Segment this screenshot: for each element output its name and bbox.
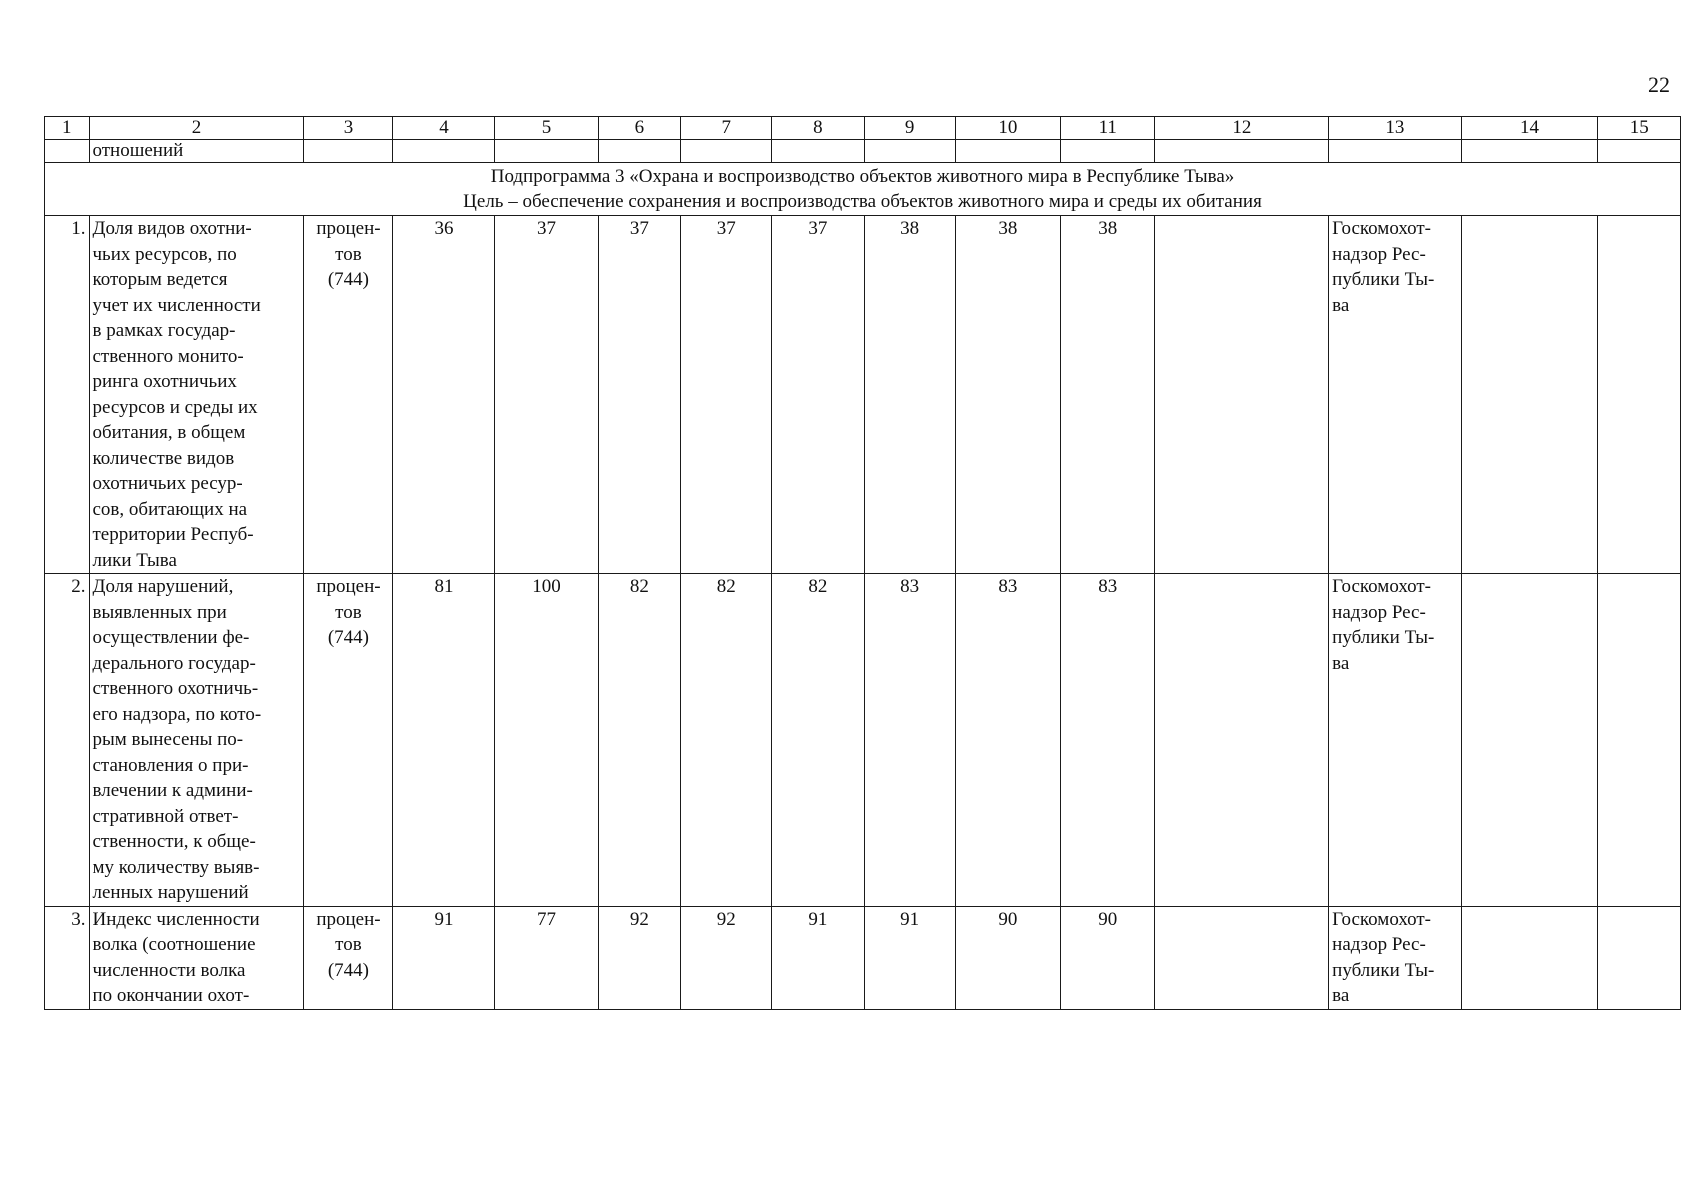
row-index: 1. — [45, 216, 90, 574]
column-number: 9 — [864, 117, 955, 140]
col15-cell — [1598, 574, 1681, 907]
value-cell: 90 — [1061, 906, 1155, 1009]
subprogram-goal: Цель – обеспечение сохранения и воспроизводства объектов животного мира и среды их обитания — [463, 191, 1262, 212]
value-cell: 37 — [495, 216, 598, 574]
responsible-cell: Госкомохот- надзор Рес- публики Ты- ва — [1329, 906, 1461, 1009]
value-cell: 92 — [598, 906, 681, 1009]
value-cell: 82 — [772, 574, 864, 907]
continued-row — [45, 140, 1681, 163]
column-number: 15 — [1598, 117, 1681, 140]
value-cell: 36 — [393, 216, 495, 574]
value-cell: 82 — [681, 574, 772, 907]
column-number: 4 — [393, 117, 495, 140]
column-number: 13 — [1329, 117, 1461, 140]
column-number: 12 — [1155, 117, 1329, 140]
value-cell: 37 — [681, 216, 772, 574]
column-number: 8 — [772, 117, 864, 140]
value-cell: 90 — [955, 906, 1060, 1009]
column-number-row — [45, 117, 1681, 140]
value-cell: 91 — [772, 906, 864, 1009]
col15-cell — [1598, 216, 1681, 574]
col14-cell — [1461, 906, 1598, 1009]
unit-cell: процен- тов (744) — [304, 574, 393, 907]
continued-text: отношений — [89, 140, 304, 163]
subprogram-title: Подпрограмма 3 «Охрана и воспроизводство объектов животного мира в Республике Тыва» — [490, 166, 1235, 187]
column-number: 3 — [304, 117, 393, 140]
unit-cell: процен- тов (744) — [304, 216, 393, 574]
value-cell: 92 — [681, 906, 772, 1009]
col12-cell — [1155, 906, 1329, 1009]
row-index: 3. — [45, 906, 90, 1009]
value-cell: 38 — [955, 216, 1060, 574]
unit-cell: процен- тов (744) — [304, 906, 393, 1009]
column-number: 6 — [598, 117, 681, 140]
column-number: 5 — [495, 117, 598, 140]
value-cell: 77 — [495, 906, 598, 1009]
value-cell: 81 — [393, 574, 495, 907]
column-number: 2 — [89, 117, 304, 140]
col12-cell — [1155, 216, 1329, 574]
value-cell: 83 — [864, 574, 955, 907]
value-cell: 91 — [864, 906, 955, 1009]
value-cell: 91 — [393, 906, 495, 1009]
value-cell: 37 — [772, 216, 864, 574]
row-index: 2. — [45, 574, 90, 907]
col15-cell — [1598, 906, 1681, 1009]
value-cell: 38 — [1061, 216, 1155, 574]
value-cell: 83 — [1061, 574, 1155, 907]
col14-cell — [1461, 574, 1598, 907]
subprogram-header — [45, 163, 1681, 216]
column-number: 1 — [45, 117, 90, 140]
value-cell: 83 — [955, 574, 1060, 907]
column-number: 14 — [1461, 117, 1598, 140]
column-number: 10 — [955, 117, 1060, 140]
indicator-name: Индекс численности волка (соотношение численности волка по окончании охот- — [89, 906, 304, 1009]
column-number: 7 — [681, 117, 772, 140]
table-row — [45, 574, 1681, 907]
indicator-name: Доля видов охотни- чьих ресурсов, по которым ведется учет их численности в рамках государ- ственного монито- ринга охотничьих ресурсов и среды их обитания, в общем количестве видов охотничьих ресур- сов, обитающих на территории Респуб- лики Тыва — [89, 216, 304, 574]
responsible-cell: Госкомохот- надзор Рес- публики Ты- ва — [1329, 216, 1461, 574]
col12-cell — [1155, 574, 1329, 907]
responsible-cell: Госкомохот- надзор Рес- публики Ты- ва — [1329, 574, 1461, 907]
value-cell: 100 — [495, 574, 598, 907]
subprogram-row — [45, 163, 1681, 216]
table-row — [45, 906, 1681, 1009]
table-row — [45, 216, 1681, 574]
value-cell: 38 — [864, 216, 955, 574]
page-number: 22 — [1648, 72, 1670, 97]
column-number: 11 — [1061, 117, 1155, 140]
indicators-table — [44, 116, 1681, 1010]
indicator-name: Доля нарушений, выявленных при осуществлении фе- дерального государ- ственного охотничь- его надзора, по кото- рым вынесены по- становления о при- влечении к админи- стративной ответ- ственности, к обще- му количеству выяв- ленных нарушений — [89, 574, 304, 907]
value-cell: 37 — [598, 216, 681, 574]
value-cell: 82 — [598, 574, 681, 907]
col14-cell — [1461, 216, 1598, 574]
